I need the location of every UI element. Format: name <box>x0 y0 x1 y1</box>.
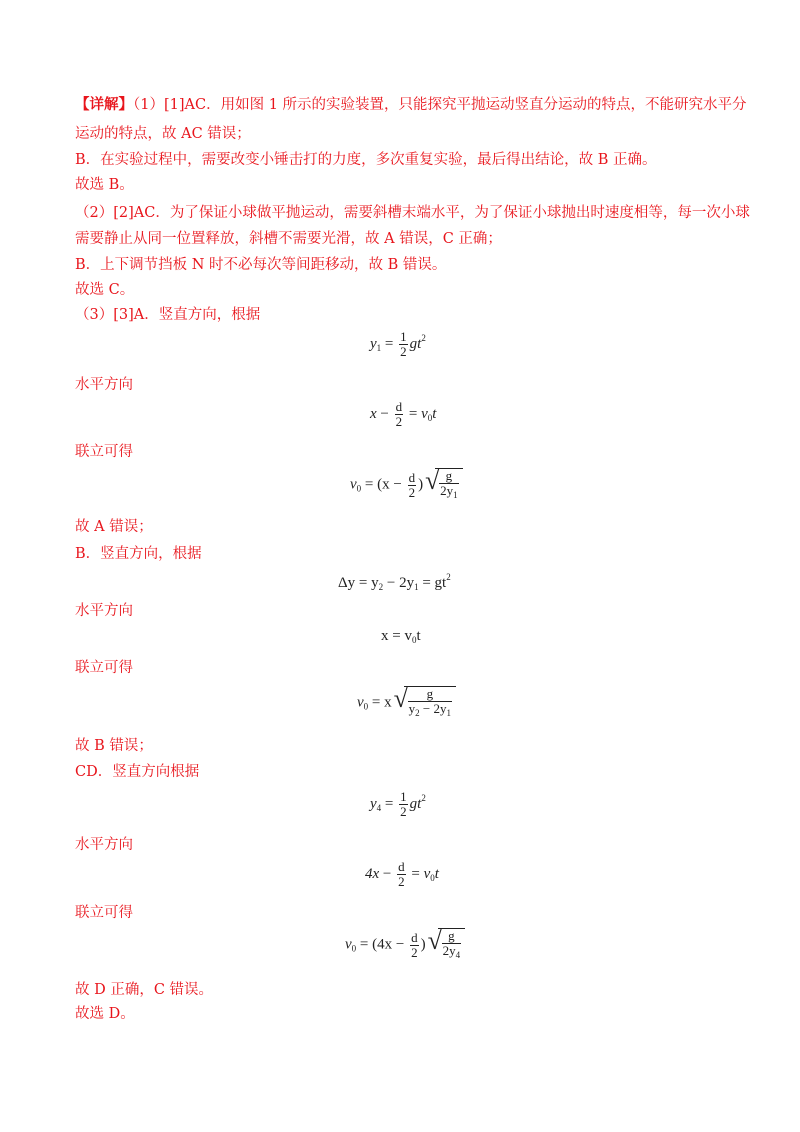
eq3-close: ) <box>418 476 424 493</box>
eq9-rad-den: 2y <box>442 943 456 958</box>
paragraph-1-line-3: B．在实验过程中，需要改变小锤击打的力度，多次重复实验，最后得出结论，故 B 正确。 <box>75 152 657 168</box>
eq8-rhs: v <box>423 865 431 882</box>
eq6-rad-den-sub-a: 2 <box>415 708 420 718</box>
eq3-fraction <box>408 471 417 500</box>
label-combine-1: 联立可得 <box>75 444 133 460</box>
eq2-fraction <box>395 400 404 429</box>
label-horizontal-2: 水平方向 <box>75 603 133 619</box>
eq1-num: 1 <box>400 329 407 344</box>
eq3-den: 2 <box>408 484 416 500</box>
eq3-rad-den-sub: 1 <box>453 490 458 500</box>
eq6-lhs: v <box>357 694 364 711</box>
eq2-rhs: v <box>421 405 428 422</box>
paragraph-2-line-1: （2）[2]AC．为了保证小球做平抛运动，需要斜槽末端水平，为了保证小球抛出时速度相等，每一次小球 <box>75 205 750 221</box>
paragraph-1-line-1 <box>75 95 747 115</box>
paragraph-2-line-4: 故选 C。 <box>75 282 135 298</box>
eq9-num: d <box>411 929 418 945</box>
eq6-rad-den-b: − 2y <box>419 701 447 716</box>
eq3-lhs-sub: 0 <box>356 483 362 494</box>
eq7-den: 2 <box>400 804 407 819</box>
eq9-open: (4x − <box>372 936 405 953</box>
equation-1: $y_1$ = $\frac{1}{2}$ $gt^2$ <box>370 329 426 359</box>
equation-2: x − $\frac{d}{2}$ = $v_0t$ <box>370 399 437 429</box>
paragraph-1-line-4: 故选 B。 <box>75 177 134 193</box>
paragraph-CD-intro: CD．竖直方向根据 <box>75 764 200 780</box>
eq2-minus: − <box>380 405 389 422</box>
eq1-lhs: y <box>370 335 377 352</box>
paragraph-B-intro: B．竖直方向，根据 <box>75 546 202 562</box>
eq6-sqrt: √ $\frac{g}{y_2 - 2y_1}$ <box>394 686 456 720</box>
detail-heading: 【详解】 <box>75 96 133 113</box>
eq8-fraction <box>397 860 406 889</box>
paragraph-3-line-1: （3）[3]A．竖直方向，根据 <box>75 307 261 323</box>
eq1-tail: gt <box>409 335 422 352</box>
eq3-rad-den: 2y <box>440 483 454 498</box>
eq2-rhs-sub: 0 <box>427 412 433 423</box>
eq7-lhs: y <box>370 795 377 812</box>
eq4-sup-c: 2 <box>446 572 451 582</box>
eq1-tail-sup: 2 <box>421 332 426 343</box>
label-combine-3: 联立可得 <box>75 905 133 921</box>
eq1-fraction <box>399 330 408 359</box>
eq3-rad-num: g <box>445 468 453 483</box>
eq5-part-a: x = v <box>381 628 412 644</box>
conclusion-B: 故 B 错误； <box>75 738 153 754</box>
eq5-sub-a: 0 <box>411 635 417 645</box>
eq3-num: d <box>408 469 416 485</box>
eq3-lhs: v <box>350 476 357 493</box>
eq4-sub-b: 1 <box>414 582 419 592</box>
paragraph-1-line-2: 运动的特点，故 AC 错误； <box>75 126 251 142</box>
eq8-rhs-t: t <box>434 865 439 882</box>
equation-3: $v_0 = (x$ − $\frac{d}{2}$ ) √ $\frac{g}{2y_1}$ <box>350 468 463 502</box>
eq5-part-b: t <box>416 628 421 644</box>
eq6-rad-num: g <box>426 686 434 701</box>
eq7-lhs-sub: 4 <box>376 802 382 813</box>
eq1-lhs-sub: 1 <box>376 342 382 353</box>
eq1-den: 2 <box>400 344 407 359</box>
eq2-x: x <box>370 405 377 422</box>
label-combine-2: 联立可得 <box>75 660 133 676</box>
eq8-x: 4x <box>365 865 380 882</box>
eq4-part-b: − 2y <box>383 575 415 591</box>
paragraph-2-line-2: 需要静止从同一位置释放，斜槽不需要光滑，故 A 错误，C 正确； <box>75 231 502 247</box>
equation-6 <box>357 686 456 720</box>
equation-5 <box>381 628 421 645</box>
eq9-lhs-sub: 0 <box>351 943 357 954</box>
eq9-rad-den-sub: 4 <box>455 950 461 960</box>
eq4-part-a: Δy = y <box>338 575 379 591</box>
conclusion-A: 故 A 错误； <box>75 519 153 535</box>
eq3-sqrt: √ $\frac{g}{2y_1}$ <box>425 468 463 502</box>
eq7-tail: gt <box>409 795 422 812</box>
eq9-lhs: v <box>345 936 352 953</box>
eq7-num: 1 <box>400 789 407 804</box>
equation-9: $v_0 = (4x$ − $\frac{d}{2}$ ) √ $\frac{g}{2y_4}$ <box>345 928 465 962</box>
eq6-lhs-sub: 0 <box>363 701 369 712</box>
eq9-close: ) <box>420 936 426 953</box>
eq2-num: d <box>395 399 403 414</box>
eq8-minus: − <box>382 865 392 882</box>
eq4-sub-a: 2 <box>378 582 384 592</box>
eq9-sqrt: √ $\frac{g}{2y_4}$ <box>428 928 466 962</box>
eq6-rad-den-sub-b: 1 <box>446 708 451 718</box>
paragraph-2-line-3: B．上下调节挡板 N 时不必每次等间距移动，故 B 错误。 <box>75 257 447 273</box>
eq6-rad-den-a: y <box>408 701 416 716</box>
eq8-rhs-sub: 0 <box>430 872 435 883</box>
p1-text-1: （1）[1]AC．用如图 1 所示的实验装置，只能探究平抛运动竖直分运动的特点，不能研究水平分 <box>133 97 747 113</box>
eq6-mid: = x <box>368 694 392 711</box>
equation-8: 4x − $\frac{d}{2}$ = $v_0t$ <box>365 859 439 889</box>
equation-4 <box>338 572 451 592</box>
label-horizontal-1: 水平方向 <box>75 377 133 393</box>
eq2-den: 2 <box>395 414 403 429</box>
conclusion-CD: 故 D 正确，C 错误。 <box>75 982 214 998</box>
eq9-fraction <box>410 931 419 960</box>
label-horizontal-3: 水平方向 <box>75 837 133 853</box>
eq4-part-c: = gt <box>418 575 447 591</box>
eq9-rad-num: g <box>448 928 455 943</box>
eq7-fraction <box>399 790 408 819</box>
eq2-rhs-t: t <box>432 405 437 422</box>
equation-7: $y_4$ = $\frac{1}{2}$ $gt^2$ <box>370 789 426 819</box>
final-answer: 故选 D。 <box>75 1006 135 1022</box>
eq8-den: 2 <box>398 874 405 889</box>
eq3-open: (x − <box>377 476 402 493</box>
eq8-num: d <box>398 859 405 874</box>
eq9-den: 2 <box>411 944 418 960</box>
eq7-tail-sup: 2 <box>421 792 426 803</box>
